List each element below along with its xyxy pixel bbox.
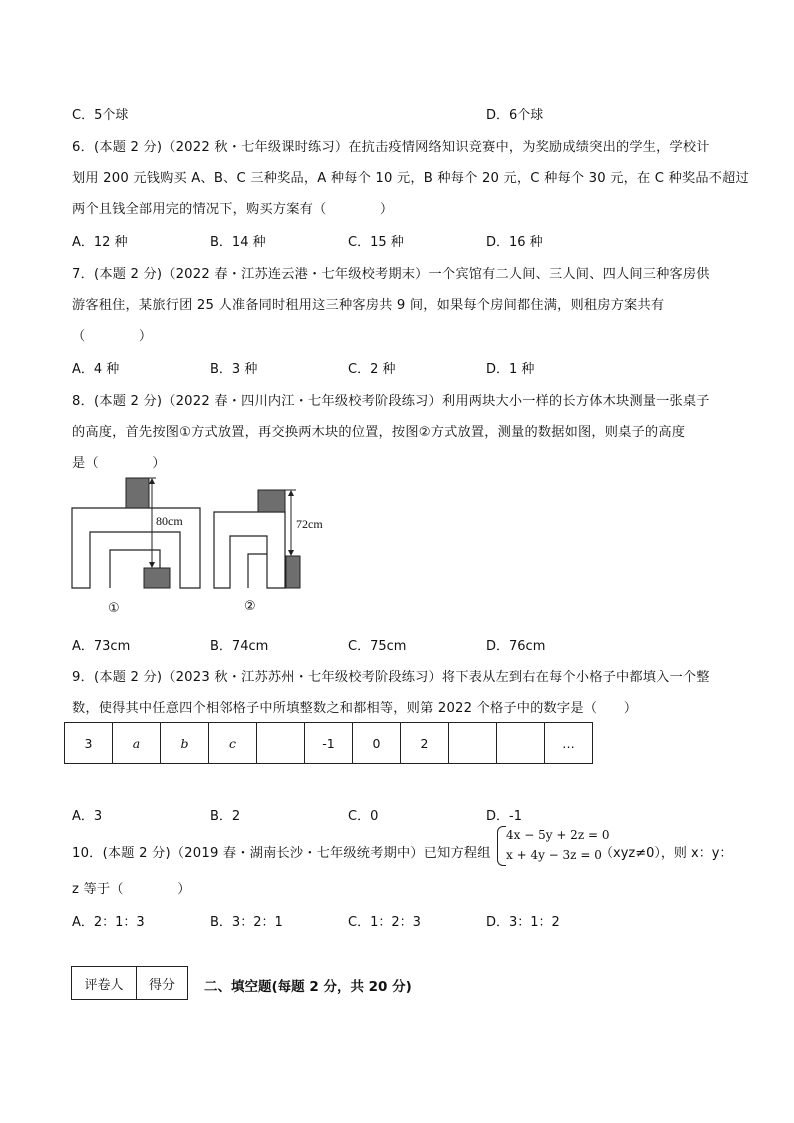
- block-bottom-2: [286, 556, 300, 588]
- q6-text-line1: 6．(本题 2 分)（2022 秋・七年级课时练习）在抗击疫情网络知识竞赛中，为奖励成绩突出的学生，学校计: [72, 140, 710, 155]
- seq-cell-5: [257, 723, 305, 764]
- q8-option-d: D．76cm: [486, 639, 546, 654]
- seq-cell-1: 3: [65, 723, 113, 764]
- q8-option-c: C．75cm: [348, 639, 407, 654]
- seq-cell-8: 2: [401, 723, 449, 764]
- seq-cell-3: b: [161, 723, 209, 764]
- q10-option-d: D．3：1：2: [486, 915, 560, 930]
- q7-option-c: C．2 种: [348, 362, 396, 377]
- seq-cell-7: 0: [353, 723, 401, 764]
- q7-option-a: A．4 种: [72, 362, 120, 377]
- q8-option-a: A．73cm: [72, 639, 131, 654]
- seq-cell-2: a: [113, 723, 161, 764]
- table-inner-2: [248, 554, 267, 588]
- q7-text-line3: （ ）: [72, 329, 153, 344]
- measure-label-2: 72cm: [296, 517, 323, 531]
- number-sequence-table: [64, 722, 593, 764]
- q9-option-d: D．-1: [486, 809, 522, 824]
- q9-text-line2: 数，使得其中任意四个相邻格子中所填整数之和都相等，则第 2022 个格子中的数字是（ ）: [72, 701, 638, 716]
- seq-cell-9: [449, 723, 497, 764]
- block-top-2: [258, 490, 285, 512]
- measure-label-1: 80cm: [156, 514, 183, 528]
- seq-cell-10: [497, 723, 545, 764]
- seq-cell-4: c: [209, 723, 257, 764]
- block-bottom-1: [144, 568, 170, 588]
- q8-option-b: B．74cm: [210, 639, 269, 654]
- q6-option-d: D．16 种: [486, 235, 543, 250]
- block-top-1: [126, 478, 149, 508]
- q7-option-b: B．3 种: [210, 362, 258, 377]
- q9-option-c: C．0: [348, 809, 379, 824]
- q9-text-line1: 9．(本题 2 分)（2023 秋・江苏苏州・七年级校考阶段练习）将下表从左到右在每个小格子中都填入一个整: [72, 670, 710, 685]
- table-shape-2: [214, 512, 285, 588]
- table-measure-figure: [60, 470, 360, 620]
- q6-option-b: B．14 种: [210, 235, 266, 250]
- q7-option-d: D．1 种: [486, 362, 535, 377]
- q6-option-c: C．15 种: [348, 235, 404, 250]
- q8-text-line3: 是（ ）: [72, 456, 166, 471]
- figure-label-2: ②: [244, 599, 256, 614]
- q10-text-line1-after: （xyz≠0），则 x：y：: [600, 846, 733, 861]
- q9-option-b: B．2: [210, 809, 241, 824]
- seq-cell-6: -1: [305, 723, 353, 764]
- score-box: [71, 966, 188, 1000]
- q6-text-line2: 划用 200 元钱购买 A、B、C 三种奖品，A 种每个 10 元，B 种每个 20 元，C 种每个 30 元，在 C 种奖品不超过: [72, 171, 749, 186]
- q6-text-line3: 两个且钱全部用完的情况下，购买方案有（ ）: [72, 202, 394, 217]
- q5-option-d: D．6个球: [486, 108, 544, 123]
- q10-option-a: A．2：1：3: [72, 915, 145, 930]
- equation-brace: [497, 826, 506, 866]
- q6-option-a: A．12 种: [72, 235, 128, 250]
- grader-cell: 评卷人: [72, 967, 137, 1000]
- q5-option-c: C．5个球: [72, 108, 129, 123]
- q7-text-line2: 游客租住，某旅行团 25 人准备同时租用这三种客房共 9 间，如果每个房间都住满，则租房方案共有: [72, 298, 665, 313]
- q10-equation-1: 4x − 5y + 2z = 0: [506, 828, 610, 842]
- q10-text-line1: 10．(本题 2 分)（2019 春・湖南长沙・七年级统考期中）已知方程组: [72, 846, 491, 861]
- q8-text-line2: 的高度，首先按图①方式放置，再交换两木块的位置，按图②方式放置，测量的数据如图，则桌子的高度: [72, 425, 686, 440]
- score-cell: 得分: [137, 967, 188, 1000]
- q10-text-line2: z 等于（ ）: [72, 882, 191, 897]
- section-title: 二、填空题(每题 2 分，共 20 分): [204, 979, 412, 995]
- q9-option-a: A．3: [72, 809, 103, 824]
- q10-equation-2: x + 4y − 3z = 0: [506, 848, 602, 862]
- q10-option-c: C．1：2：3: [348, 915, 421, 930]
- q10-option-b: B．3：2：1: [210, 915, 283, 930]
- q8-text-line1: 8．(本题 2 分)（2022 春・四川内江・七年级校考阶段练习）利用两块大小一样的长方体木块测量一张桌子: [72, 394, 710, 409]
- seq-cell-11: …: [545, 723, 593, 764]
- figure-label-1: ①: [108, 601, 120, 616]
- q7-text-line1: 7．(本题 2 分)（2022 春・江苏连云港・七年级校考期末）一个宾馆有二人间、三人间、四人间三种客房供: [72, 267, 710, 282]
